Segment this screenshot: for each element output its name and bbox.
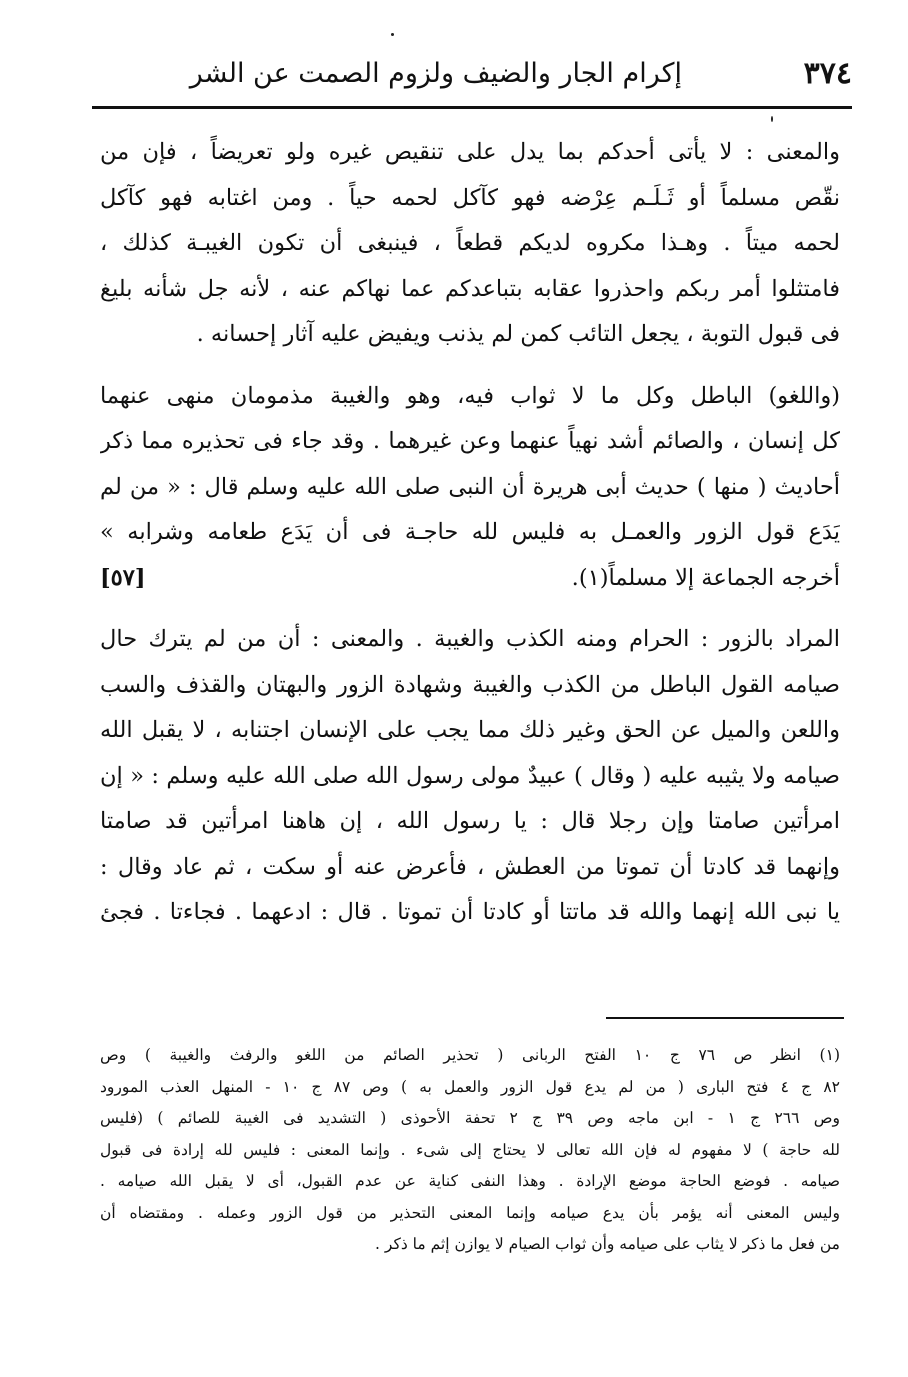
page-number: ٣٧٤ (803, 56, 852, 91)
text-line: وإنهما قد كادتا أن تموتا من العطش ، فأعرض عنه أو سكت ، ثم عاد وقال : (100, 853, 840, 880)
running-title: إكرام الجار والضيف ولزوم الصمت عن الشر (189, 58, 682, 89)
main-text (100, 130, 840, 936)
footnote-line: صيامه . فوضع الحاجة موضع الإرادة . وهذا النفى كناية عن عدم القبول، أى لا يقبل الله صيامه . (100, 1172, 840, 1190)
text-line: صيامه ولا يثيبه عليه ( وقال ) عبيدٌ مولى رسول الله صلى الله عليه وسلم : « إن (100, 762, 840, 789)
footnote-line: وليس المعنى أنه يؤمر بأن يدع صيامه وإنما المعنى التحذير من قول الزور وعمله . ومقتضاه أن (100, 1203, 840, 1222)
print-speck (391, 33, 394, 36)
text-line: (واللغو) الباطل وكل ما لا ثواب فيه، وهو والغيبة مذمومان منهى عنهما (100, 382, 840, 409)
text-line: امرأتين صامتا وإن رجلا قال : يا رسول الله ، إن هاهنا امرأتين قد صامتا (100, 808, 840, 834)
page-header (92, 52, 852, 102)
paragraph-2 (100, 374, 840, 602)
text-line: يَدَع قول الزور والعمـل به فليس لله حاجـة فى أن يَدَع طعامه وشرابه » (100, 519, 840, 545)
footnote-line: من فعل ما ذكر لا يثاب على صيامه وأن ثواب الصيام لا يوازن إثم ما ذكر . (375, 1235, 840, 1253)
paragraph-1 (100, 130, 840, 358)
footnote-line: وص ٢٦٦ ج ١ - ابن ماجه وص ٣٩ ج ٢ تحفة الأحوذى ( التشديد فى الغيبة للصائم ) (فليس (100, 1109, 840, 1127)
footnote-line: لله حاجة ) لا مفهوم له فإن الله تعالى لا يحتاج إلى شىء . وإنما المعنى : فليس لله إرادة فى قبول (100, 1140, 840, 1159)
text-line: يا نبى الله إنهما والله قد ماتتا أو كادتا أن تموتا . قال : ادعهما . فجاءتا . فجئ (100, 899, 840, 925)
text-line: لحمه ميتاً . وهـذا مكروه لديكم قطعاً ، فينبغى أن تكون الغيبـة كذلك ، (100, 230, 840, 256)
hadith-source: أخرجه الجماعة إلا مسلماً(١). (571, 564, 840, 591)
paragraph-3 (100, 617, 840, 936)
footnotes (100, 1040, 840, 1261)
text-line: كل إنسان ، والصائم أشد نهياً عنهما وعن غيرهما . وقد جاء فى تحذيره مما ذكر (100, 428, 840, 454)
header-rule (92, 106, 852, 109)
text-line: أحاديث ( منها ) حديث أبى هريرة أن النبى صلى الله عليه وسلم قال : « من لم (100, 473, 840, 500)
footnote-rule (606, 1017, 844, 1019)
footnote-line: (١) انظر ص ٧٦ ج ١٠ الفتح الربانى ( تحذير الصائم من اللغو والرفث والغيبة ) وص (100, 1046, 840, 1064)
text-line: والمعنى : لا يأتى أحدكم بما يدل على تنقيص غيره ولو تعريضاً ، فإن من (100, 139, 840, 165)
text-line: فامتثلوا أمر ربكم واحذروا عقابه بتباعدكم عما نهاكم عنه ، لأنه جل شأنه بليغ (100, 275, 840, 302)
hadith-number: [٥٧] (100, 564, 146, 591)
text-line: المراد بالزور : الحرام ومنه الكذب والغيبة . والمعنى : أن من لم يترك حال (100, 626, 840, 652)
text-line: نقّص مسلماً أو ثَـلَـم عِرْضه فهو كآكل لحمه حياً . ومن اغتابه فهو كآكل (100, 184, 840, 211)
hadith-reference-line (100, 556, 840, 602)
text-line: صيامه القول الباطل من الكذب والغيبة وشهادة الزور والبهتان والقذف والسب (100, 671, 840, 698)
text-line: واللعن والميل عن الحق وغير ذلك مما يجب على الإنسان اجتنابه ، لا يقبل الله (100, 717, 840, 743)
print-speck (771, 116, 773, 122)
text-line: فى قبول التوبة ، يجعل التائب كمن لم يذنب ويفيض عليه آثار إحسانه . (196, 321, 840, 347)
footnote-line: ٨٢ ج ٤ فتح البارى ( من لم يدع قول الزور والعمل به ) وص ٨٧ ج ١٠ - المنهل العذب المورود (100, 1077, 840, 1096)
